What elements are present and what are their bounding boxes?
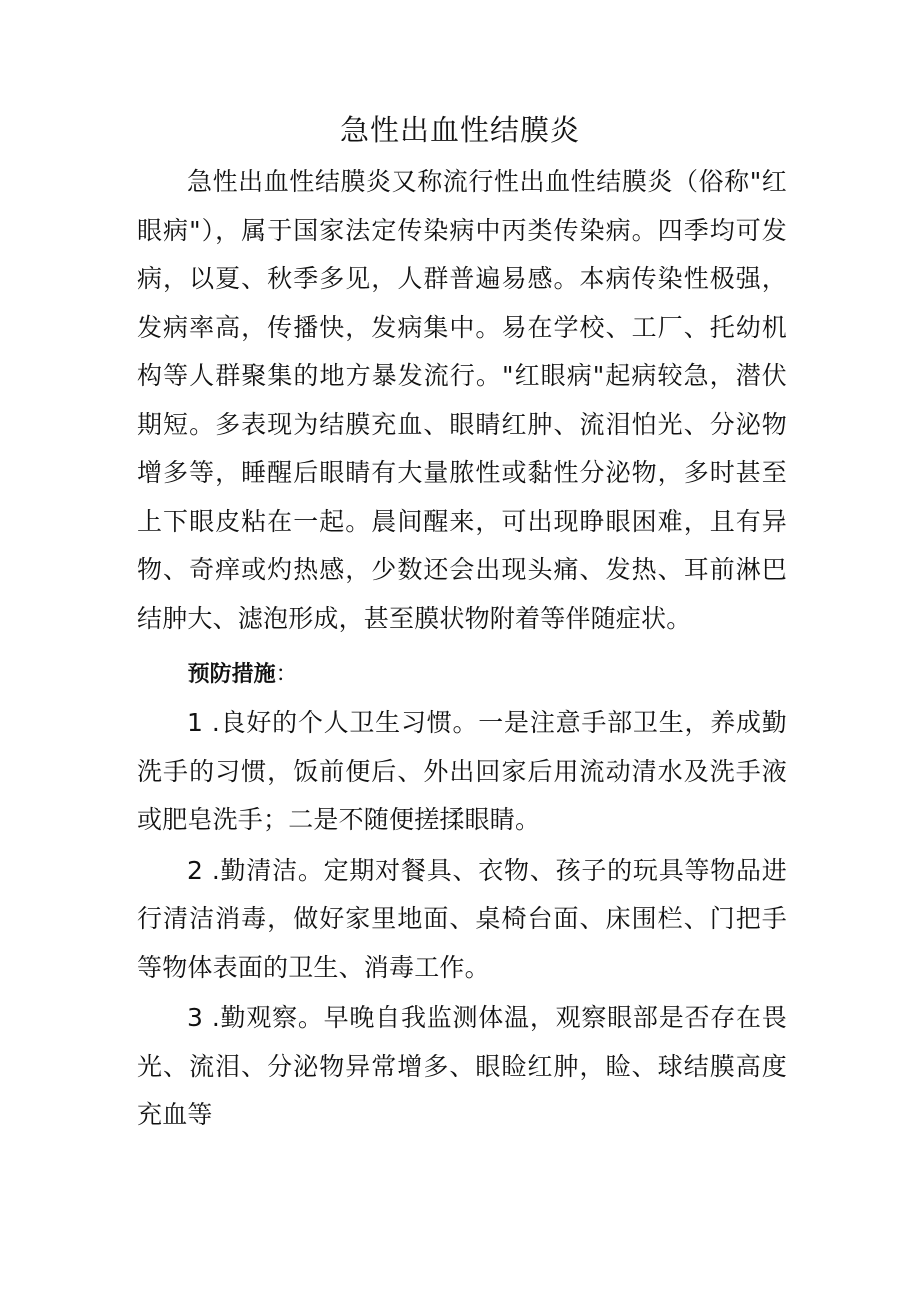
intro-paragraph: 急性出血性结膜炎又称流行性出血性结膜炎（俗称"红眼病"），属于国家法定传染病中丙类传染病。四季均可发病，以夏、秋季多见，人群普遍易感。本病传染性极强，发病率高，传播快，发病集中。易在学校、工厂、托幼机构等人群聚集的地方暴发流行。"红眼病"起病较急，潜伏期短。多表现为结膜充血、眼睛红肿、流泪怕光、分泌物增多等，睡醒后眼睛有大量脓性或黏性分泌物，多时甚至上下眼皮粘在一起。晨间醒来，可出现睁眼困难，且有异物、奇痒或灼热感，少数还会出现头痛、发热、耳前淋巴结肿大、滤泡形成，甚至膜状物附着等伴随症状。 bbox=[137, 167, 787, 633]
prevention-heading-text: 预防措施 bbox=[187, 662, 276, 687]
document-body bbox=[137, 158, 787, 1140]
measure-paragraph-2: 2 .勤清洁。定期对餐具、衣物、孩子的玩具等物品进行清洁消毒，做好家里地面、桌椅台面、床围栏、门把手等物体表面的卫生、消毒工作。 bbox=[137, 855, 787, 982]
measure-paragraph-3: 3 .勤观察。早晚自我监测体温，观察眼部是否存在畏光、流泪、分泌物异常增多、眼睑红肿，睑、球结膜高度充血等 bbox=[137, 1003, 787, 1129]
document-title: 急性出血性结膜炎 bbox=[339, 113, 580, 147]
measure-paragraph-1: 1 .良好的个人卫生习惯。一是注意手部卫生，养成勤洗手的习惯，饭前便后、外出回家后用流动清水及洗手液或肥皂洗手；二是不随便搓揉眼睛。 bbox=[137, 708, 787, 834]
prevention-heading-colon: ： bbox=[275, 662, 298, 687]
prevention-heading bbox=[137, 651, 787, 699]
